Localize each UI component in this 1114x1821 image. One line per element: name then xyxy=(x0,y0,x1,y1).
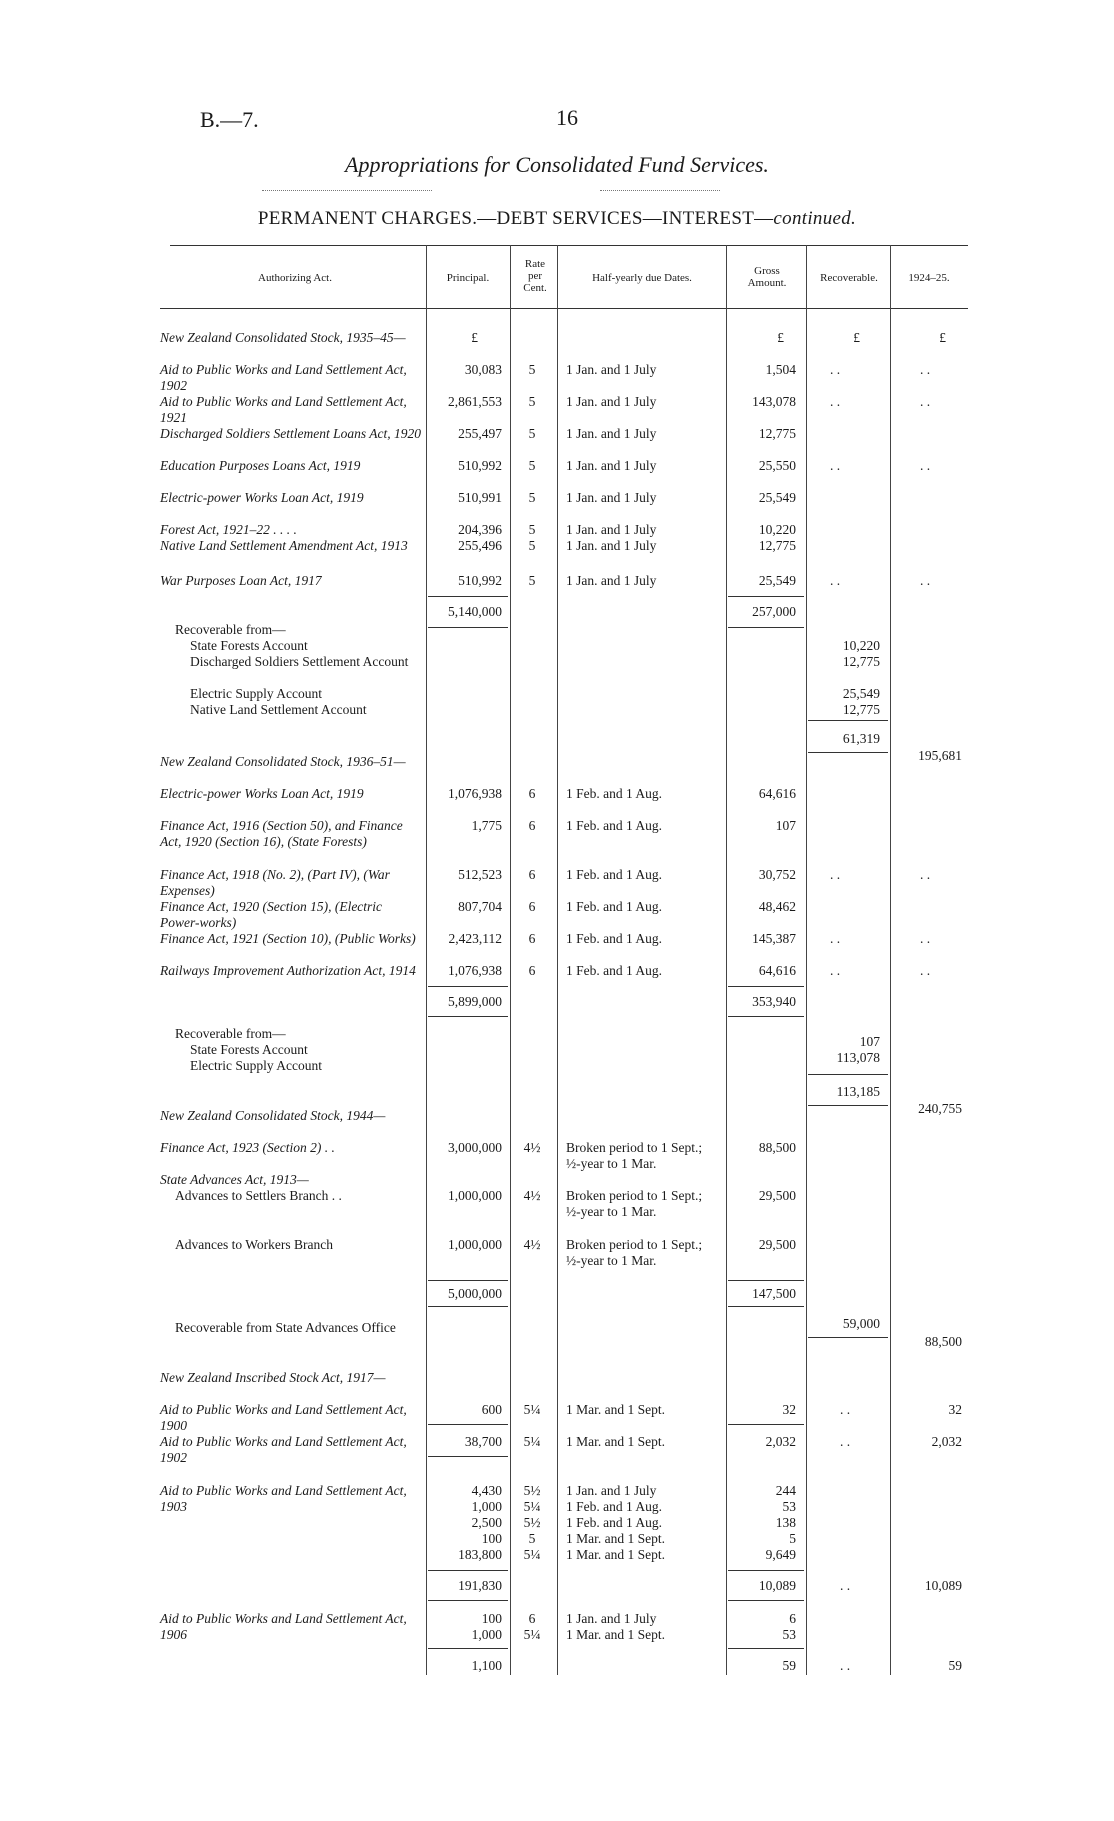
rate: 5¼ xyxy=(523,1499,541,1514)
recoverable-amount: 12,775 xyxy=(842,702,880,717)
column-divider xyxy=(510,245,511,1675)
leader-dots: . . xyxy=(840,1658,851,1673)
recoverable-label: Discharged Soldiers Settlement Account xyxy=(190,654,409,669)
col-due-dates: Half-yearly due Dates. xyxy=(592,272,692,284)
subtotal-rule xyxy=(728,1648,804,1649)
subtotal-rule xyxy=(728,1306,804,1307)
act-name: Electric-power Works Loan Act, 1919 xyxy=(160,786,364,801)
leader-dots: . . xyxy=(920,931,931,946)
subtotal-rule xyxy=(808,752,888,753)
rate: 4½ xyxy=(523,1140,541,1155)
principal: 2,500 xyxy=(471,1515,502,1530)
rate: 6 xyxy=(528,963,536,978)
due-dates: 1 Feb. and 1 Aug. xyxy=(566,867,662,882)
rate: 5 xyxy=(528,1531,536,1546)
due-dates: 1 Feb. and 1 Aug. xyxy=(566,786,662,801)
net-1924-25: 32 xyxy=(948,1402,962,1417)
subtotal-rule xyxy=(728,1016,804,1017)
col-principal: Principal. xyxy=(446,272,490,284)
rate: 6 xyxy=(528,818,536,833)
due-dates: 1 Feb. and 1 Aug. xyxy=(566,818,662,833)
due-dates: 1 Jan. and 1 July xyxy=(566,522,657,537)
subtotal-rule xyxy=(728,986,804,987)
rate: 6 xyxy=(528,1611,536,1626)
due-dates: Broken period to 1 Sept.; ½-year to 1 Mar. xyxy=(566,1188,703,1219)
rate: 6 xyxy=(528,899,536,914)
act-name: Railways Improvement Authorization Act, 1914 xyxy=(160,963,416,978)
gross-amount: 2,032 xyxy=(765,1434,796,1449)
row-rule xyxy=(728,1424,804,1425)
recoverable-heading: Recoverable from— xyxy=(175,622,286,637)
due-dates: 1 Mar. and 1 Sept. xyxy=(566,1547,665,1562)
gross-amount: 53 xyxy=(782,1627,796,1642)
act-name: Aid to Public Works and Land Settlement Act, 1921 xyxy=(160,394,407,425)
recoverable-heading: Recoverable from— xyxy=(175,1026,286,1041)
gross-amount: 5 xyxy=(789,1531,796,1546)
net-1924-25: 2,032 xyxy=(931,1434,962,1449)
column-divider xyxy=(806,245,807,1675)
gross-amount: 30,752 xyxy=(758,867,796,882)
gross-amount: 32 xyxy=(782,1402,796,1417)
subtotal-rule xyxy=(428,1280,508,1281)
recoverable-total: 61,319 xyxy=(842,731,880,746)
act-name: Finance Act, 1921 (Section 10), (Public Works) xyxy=(160,931,416,946)
subtotal-gross: 257,000 xyxy=(752,604,796,619)
gross-amount: 6 xyxy=(789,1611,796,1626)
rate: 5 xyxy=(528,362,536,377)
principal: 4,430 xyxy=(471,1483,502,1498)
rate: 5¼ xyxy=(523,1434,541,1449)
due-dates: Broken period to 1 Sept.; ½-year to 1 Mar. xyxy=(566,1237,703,1268)
pound-sign: £ xyxy=(853,330,860,345)
recoverable-label: State Forests Account xyxy=(190,1042,308,1057)
subtotal-gross: 59 xyxy=(782,1658,796,1673)
due-dates: Broken period to 1 Sept.; ½-year to 1 Mar. xyxy=(566,1140,703,1171)
gross-amount: 138 xyxy=(775,1515,796,1530)
column-divider xyxy=(890,245,891,1675)
subtotal-rule xyxy=(728,1280,804,1281)
net-1924-25: 59 xyxy=(948,1658,962,1673)
principal: 204,396 xyxy=(458,522,502,537)
subtotal-rule xyxy=(428,1016,508,1017)
gross-amount: 25,549 xyxy=(758,573,796,588)
act-name: Aid to Public Works and Land Settlement Act, 1900 xyxy=(160,1402,407,1433)
gross-amount: 145,387 xyxy=(752,931,796,946)
rate: 4½ xyxy=(523,1237,541,1252)
due-dates: 1 Mar. and 1 Sept. xyxy=(566,1402,665,1417)
leader-dots: . . xyxy=(920,394,931,409)
due-dates: 1 Feb. and 1 Aug. xyxy=(566,899,662,914)
subtotal-rule xyxy=(428,1570,508,1571)
gross-amount: 244 xyxy=(775,1483,796,1498)
principal: 807,704 xyxy=(458,899,502,914)
due-dates: 1 Jan. and 1 July xyxy=(566,538,657,553)
row-rule xyxy=(428,1456,508,1457)
rate: 5 xyxy=(528,490,536,505)
subtotal-rule xyxy=(428,986,508,987)
principal: 1,000 xyxy=(471,1627,502,1642)
act-name: War Purposes Loan Act, 1917 xyxy=(160,573,322,588)
recoverable-amount: 10,220 xyxy=(842,638,880,653)
col-rate: Rate per Cent. xyxy=(523,258,547,294)
subtotal-rule xyxy=(728,596,804,597)
col-gross-amount: Gross Amount. xyxy=(747,265,787,289)
rate: 6 xyxy=(528,931,536,946)
net-1924-25: 88,500 xyxy=(924,1334,962,1349)
act-name: Advances to Settlers Branch . . xyxy=(175,1188,342,1203)
due-dates: 1 Jan. and 1 July xyxy=(566,394,657,409)
rate: 6 xyxy=(528,786,536,801)
subtotal-rule xyxy=(428,627,508,628)
gross-amount: 10,220 xyxy=(758,522,796,537)
leader-dots: . . xyxy=(920,362,931,377)
document-reference: B.—7. xyxy=(200,107,259,132)
col-recoverable: Recoverable. xyxy=(820,272,878,284)
subtotal-principal: 5,899,000 xyxy=(448,994,502,1009)
recoverable-label: State Forests Account xyxy=(190,638,308,653)
pound-sign: £ xyxy=(939,330,946,345)
rate: 5 xyxy=(528,573,536,588)
principal: 1,775 xyxy=(471,818,502,833)
due-dates: 1 Jan. and 1 July xyxy=(566,362,657,377)
principal: 510,991 xyxy=(458,490,502,505)
act-name: Finance Act, 1918 (No. 2), (Part IV), (War Expenses) xyxy=(160,867,390,898)
act-name: Aid to Public Works and Land Settlement Act, 1906 xyxy=(160,1611,407,1642)
principal: 100 xyxy=(481,1531,502,1546)
due-dates: 1 Feb. and 1 Aug. xyxy=(566,963,662,978)
col-1924-25: 1924–25. xyxy=(908,272,950,284)
rate: 5¼ xyxy=(523,1547,541,1562)
subtotal-principal: 1,100 xyxy=(471,1658,502,1673)
rate: 5 xyxy=(528,426,536,441)
subtotal-rule xyxy=(808,1337,888,1338)
gross-amount: 25,549 xyxy=(758,490,796,505)
rate: 6 xyxy=(528,867,536,882)
principal: 1,000,000 xyxy=(448,1237,502,1252)
subtotal-gross: 147,500 xyxy=(752,1286,796,1301)
subtitle-main: PERMANENT CHARGES.—DEBT SERVICES—INTEREST— xyxy=(257,208,774,229)
leader-dots: . . xyxy=(830,362,841,377)
recoverable-amount: 12,775 xyxy=(842,654,880,669)
act-name: Forest Act, 1921–22 . . . . xyxy=(160,522,297,537)
act-name: Finance Act, 1920 (Section 15), (Electric Power-works) xyxy=(160,899,383,930)
subtitle-continued: continued. xyxy=(773,208,857,229)
title-divider xyxy=(600,190,720,191)
principal: 510,992 xyxy=(458,573,502,588)
rate: 5½ xyxy=(523,1483,541,1498)
subtotal-rule xyxy=(728,1600,804,1601)
rate: 5 xyxy=(528,458,536,473)
rate: 5 xyxy=(528,538,536,553)
section-heading: New Zealand Consolidated Stock, 1935–45— xyxy=(160,330,406,345)
net-1924-25: 10,089 xyxy=(924,1578,962,1593)
subtotal-rule xyxy=(428,1306,508,1307)
pound-sign: £ xyxy=(777,330,784,345)
leader-dots: . . xyxy=(830,867,841,882)
leader-dots: . . xyxy=(840,1402,851,1417)
section-heading: New Zealand Consolidated Stock, 1944— xyxy=(160,1108,386,1123)
principal: 255,496 xyxy=(458,538,502,553)
gross-amount: 64,616 xyxy=(758,963,796,978)
principal: 2,861,553 xyxy=(448,394,502,409)
gross-amount: 53 xyxy=(782,1499,796,1514)
leader-dots: . . xyxy=(920,458,931,473)
subtotal-rule xyxy=(808,720,888,721)
due-dates: 1 Jan. and 1 July xyxy=(566,1483,657,1498)
due-dates: 1 Jan. and 1 July xyxy=(566,426,657,441)
gross-amount: 48,462 xyxy=(758,899,796,914)
act-name: Native Land Settlement Amendment Act, 1913 xyxy=(160,538,408,553)
leader-dots: . . xyxy=(920,573,931,588)
col-authorizing-act: Authorizing Act. xyxy=(258,272,332,284)
principal: 2,423,112 xyxy=(448,931,502,946)
rate: 4½ xyxy=(523,1188,541,1203)
subtotal-principal: 191,830 xyxy=(458,1578,502,1593)
principal: 1,076,938 xyxy=(448,963,502,978)
act-name: Aid to Public Works and Land Settlement Act, 1902 xyxy=(160,362,407,393)
section-heading: New Zealand Consolidated Stock, 1936–51— xyxy=(160,754,406,769)
act-name: Finance Act, 1923 (Section 2) . . xyxy=(160,1140,335,1155)
subtotal-gross: 10,089 xyxy=(758,1578,796,1593)
gross-amount: 25,550 xyxy=(758,458,796,473)
gross-amount: 88,500 xyxy=(758,1140,796,1155)
gross-amount: 9,649 xyxy=(765,1547,796,1562)
column-divider xyxy=(426,245,427,1675)
principal: 38,700 xyxy=(464,1434,502,1449)
net-1924-25: 240,755 xyxy=(918,1101,962,1116)
recoverable-total: 113,185 xyxy=(836,1084,880,1099)
gross-amount: 29,500 xyxy=(758,1237,796,1252)
rate: 5¼ xyxy=(523,1402,541,1417)
section-subtitle xyxy=(0,208,1114,230)
principal: 512,523 xyxy=(458,867,502,882)
rate: 5 xyxy=(528,522,536,537)
recoverable-amount: 107 xyxy=(859,1034,880,1049)
subtotal-rule xyxy=(728,627,804,628)
due-dates: 1 Feb. and 1 Aug. xyxy=(566,931,662,946)
principal: 100 xyxy=(481,1611,502,1626)
leader-dots: . . xyxy=(830,458,841,473)
principal: 510,992 xyxy=(458,458,502,473)
subtotal-rule xyxy=(428,596,508,597)
act-name: Electric-power Works Loan Act, 1919 xyxy=(160,490,364,505)
due-dates: 1 Jan. and 1 July xyxy=(566,458,657,473)
gross-amount: 107 xyxy=(775,818,796,833)
rate: 5¼ xyxy=(523,1627,541,1642)
recoverable-amount: 59,000 xyxy=(842,1316,880,1331)
recoverable-amount: 25,549 xyxy=(842,686,880,701)
act-name: Finance Act, 1916 (Section 50), and Finance Act, 1920 (Section 16), (State Forests) xyxy=(160,818,403,849)
principal: 1,076,938 xyxy=(448,786,502,801)
subtotal-rule xyxy=(808,1074,888,1075)
act-name: Aid to Public Works and Land Settlement Act, 1903 xyxy=(160,1483,407,1514)
principal: 1,000 xyxy=(471,1499,502,1514)
page-number: 16 xyxy=(556,105,578,130)
table-top-rule xyxy=(170,245,968,246)
subtotal-rule xyxy=(428,1600,508,1601)
subtotal-rule xyxy=(428,1648,508,1649)
due-dates: 1 Mar. and 1 Sept. xyxy=(566,1531,665,1546)
due-dates: 1 Jan. and 1 July xyxy=(566,573,657,588)
gross-amount: 12,775 xyxy=(758,538,796,553)
due-dates: 1 Mar. and 1 Sept. xyxy=(566,1627,665,1642)
act-name: Discharged Soldiers Settlement Loans Act, 1920 xyxy=(160,426,421,441)
leader-dots: . . xyxy=(840,1434,851,1449)
recoverable-label: Native Land Settlement Account xyxy=(190,702,367,717)
subsection-heading: State Advances Act, 1913— xyxy=(160,1172,309,1187)
due-dates: 1 Feb. and 1 Aug. xyxy=(566,1515,662,1530)
principal: 183,800 xyxy=(458,1547,502,1562)
due-dates: 1 Feb. and 1 Aug. xyxy=(566,1499,662,1514)
net-1924-25: 195,681 xyxy=(918,748,962,763)
act-name: Aid to Public Works and Land Settlement Act, 1902 xyxy=(160,1434,407,1465)
recoverable-label: Recoverable from State Advances Office xyxy=(175,1320,396,1335)
subtotal-rule xyxy=(808,1105,888,1106)
principal: 30,083 xyxy=(464,362,502,377)
due-dates: 1 Mar. and 1 Sept. xyxy=(566,1434,665,1449)
row-rule xyxy=(428,1424,508,1425)
principal: 1,000,000 xyxy=(448,1188,502,1203)
page-title: Appropriations for Consolidated Fund Services. xyxy=(345,152,769,177)
rate: 5½ xyxy=(523,1515,541,1530)
rate: 5 xyxy=(528,394,536,409)
recoverable-label: Electric Supply Account xyxy=(190,686,322,701)
subtotal-gross: 353,940 xyxy=(752,994,796,1009)
subtotal-principal: 5,000,000 xyxy=(448,1286,502,1301)
table-header-rule xyxy=(160,308,968,309)
gross-amount: 12,775 xyxy=(758,426,796,441)
principal: 255,497 xyxy=(458,426,502,441)
principal: 3,000,000 xyxy=(448,1140,502,1155)
column-divider xyxy=(726,245,727,1675)
gross-amount: 1,504 xyxy=(765,362,796,377)
leader-dots: . . xyxy=(830,394,841,409)
recoverable-label: Electric Supply Account xyxy=(190,1058,322,1073)
act-name: Education Purposes Loans Act, 1919 xyxy=(160,458,361,473)
gross-amount: 29,500 xyxy=(758,1188,796,1203)
leader-dots: . . xyxy=(920,963,931,978)
leader-dots: . . xyxy=(830,573,841,588)
section-heading: New Zealand Inscribed Stock Act, 1917— xyxy=(160,1370,386,1385)
recoverable-amount: 113,078 xyxy=(836,1050,880,1065)
due-dates: 1 Jan. and 1 July xyxy=(566,1611,657,1626)
column-divider xyxy=(557,245,558,1675)
subtotal-principal: 5,140,000 xyxy=(448,604,502,619)
leader-dots: . . xyxy=(830,931,841,946)
subtotal-rule xyxy=(728,1570,804,1571)
due-dates: 1 Jan. and 1 July xyxy=(566,490,657,505)
act-name: Advances to Workers Branch xyxy=(175,1237,333,1252)
gross-amount: 64,616 xyxy=(758,786,796,801)
gross-amount: 143,078 xyxy=(752,394,796,409)
leader-dots: . . xyxy=(830,963,841,978)
leader-dots: . . xyxy=(920,867,931,882)
pound-sign: £ xyxy=(471,330,478,345)
leader-dots: . . xyxy=(840,1578,851,1593)
title-divider xyxy=(262,190,432,191)
principal: 600 xyxy=(481,1402,502,1417)
